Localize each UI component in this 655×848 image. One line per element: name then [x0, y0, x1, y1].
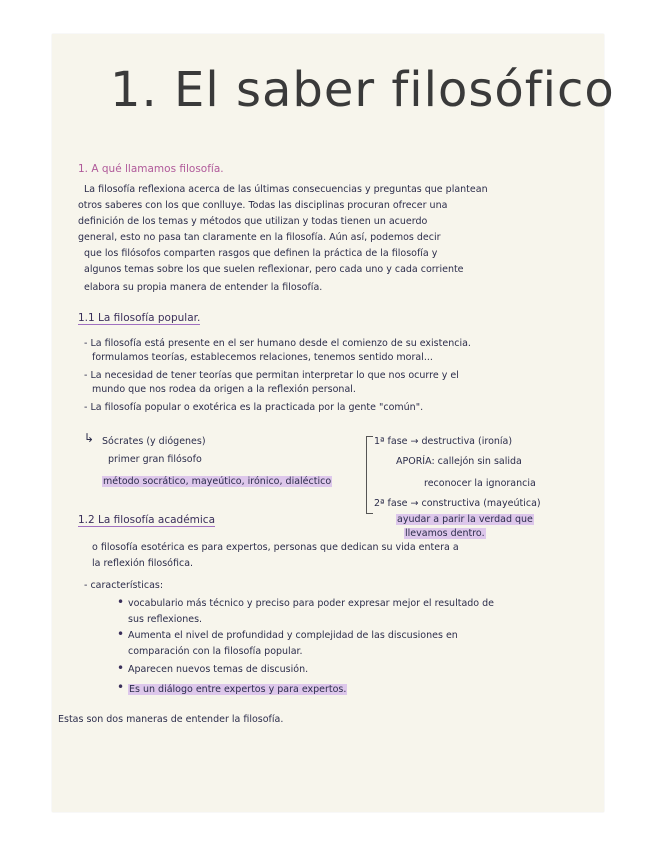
- caracteristicas-label: - características:: [84, 580, 164, 591]
- list-item: - La filosofía está presente en el ser humano desde el comienzo de su existencia.: [84, 338, 471, 349]
- list-item: formulamos teorías, establecemos relaciones, tenemos sentido moral...: [92, 352, 433, 363]
- intro-line: la reflexión filosófica.: [92, 558, 194, 569]
- bullet-dot: •: [117, 661, 125, 675]
- bullet-text: Aparecen nuevos temas de discusión.: [128, 664, 309, 675]
- para-line: elabora su propia manera de entender la filosofía.: [84, 282, 323, 293]
- section-heading-1-2: 1.2 La filosofía académica: [78, 514, 216, 526]
- page-title: 1. El saber filosófico: [110, 62, 615, 118]
- bullet-dot: •: [117, 680, 125, 694]
- para-line: La filosofía reflexiona acerca de las últimas consecuencias y preguntas que plantean: [84, 184, 488, 195]
- fase2-label: 2ª fase → constructiva (mayeútica): [374, 498, 541, 509]
- section-heading-1: 1. A qué llamamos filosofía.: [78, 163, 224, 175]
- para-line: otros saberes con los que conlluye. Todas las disciplinas procuran ofrecer una: [78, 200, 448, 211]
- para-line: definición de los temas y métodos que utilizan y todas tienen un acuerdo: [78, 216, 428, 227]
- socrates-label: Sócrates (y diógenes): [102, 436, 206, 447]
- primer-label: primer gran filósofo: [108, 454, 202, 465]
- bullet-dot: •: [117, 595, 125, 609]
- reconocer-label: reconocer la ignorancia: [424, 478, 536, 489]
- para-line: que los filósofos comparten rasgos que definen la práctica de la filosofía y: [84, 248, 438, 259]
- section-heading-1-1: 1.1 La filosofía popular.: [78, 312, 201, 324]
- bullet-text: sus reflexiones.: [128, 614, 203, 625]
- list-item: - La necesidad de tener teorías que permitan interpretar lo que nos ocurre y el: [84, 370, 459, 381]
- closing-line: Estas son dos maneras de entender la filosofía.: [58, 714, 284, 725]
- fase1-label: 1ª fase → destructiva (ironía): [374, 436, 513, 447]
- list-item: mundo que nos rodea da origen a la reflexión personal.: [92, 384, 356, 395]
- bullet-text: vocabulario más técnico y preciso para poder expresar mejor el resultado de: [128, 598, 495, 609]
- para-line: algunos temas sobre los que suelen reflexionar, pero cada uno y cada corriente: [84, 264, 464, 275]
- bullet-text: comparación con la filosofía popular.: [128, 646, 303, 657]
- llevamos-label: llevamos dentro.: [405, 528, 485, 539]
- bullet-dot: •: [117, 627, 125, 641]
- diagram-bracket: [366, 436, 373, 514]
- arrow-icon: ↳: [84, 431, 95, 445]
- aporia-label: APORÍA: callejón sin salida: [396, 456, 522, 467]
- list-item: - La filosofía popular o exotérica es la practicada por la gente "común".: [84, 402, 424, 413]
- bullet-text: Aumenta el nivel de profundidad y complejidad de las discusiones en: [128, 630, 458, 641]
- ayudar-label: ayudar a parir la verdad que: [397, 514, 533, 525]
- para-line: general, esto no pasa tan claramente en la filosofía. Aún así, podemos decir: [78, 232, 441, 243]
- metodo-label: método socrático, mayeútico, irónico, dialéctico: [103, 476, 332, 487]
- bullet-text: Es un diálogo entre expertos y para expertos.: [129, 684, 347, 695]
- intro-line: o filosofía esotérica es para expertos, personas que dedican su vida entera a: [92, 542, 459, 553]
